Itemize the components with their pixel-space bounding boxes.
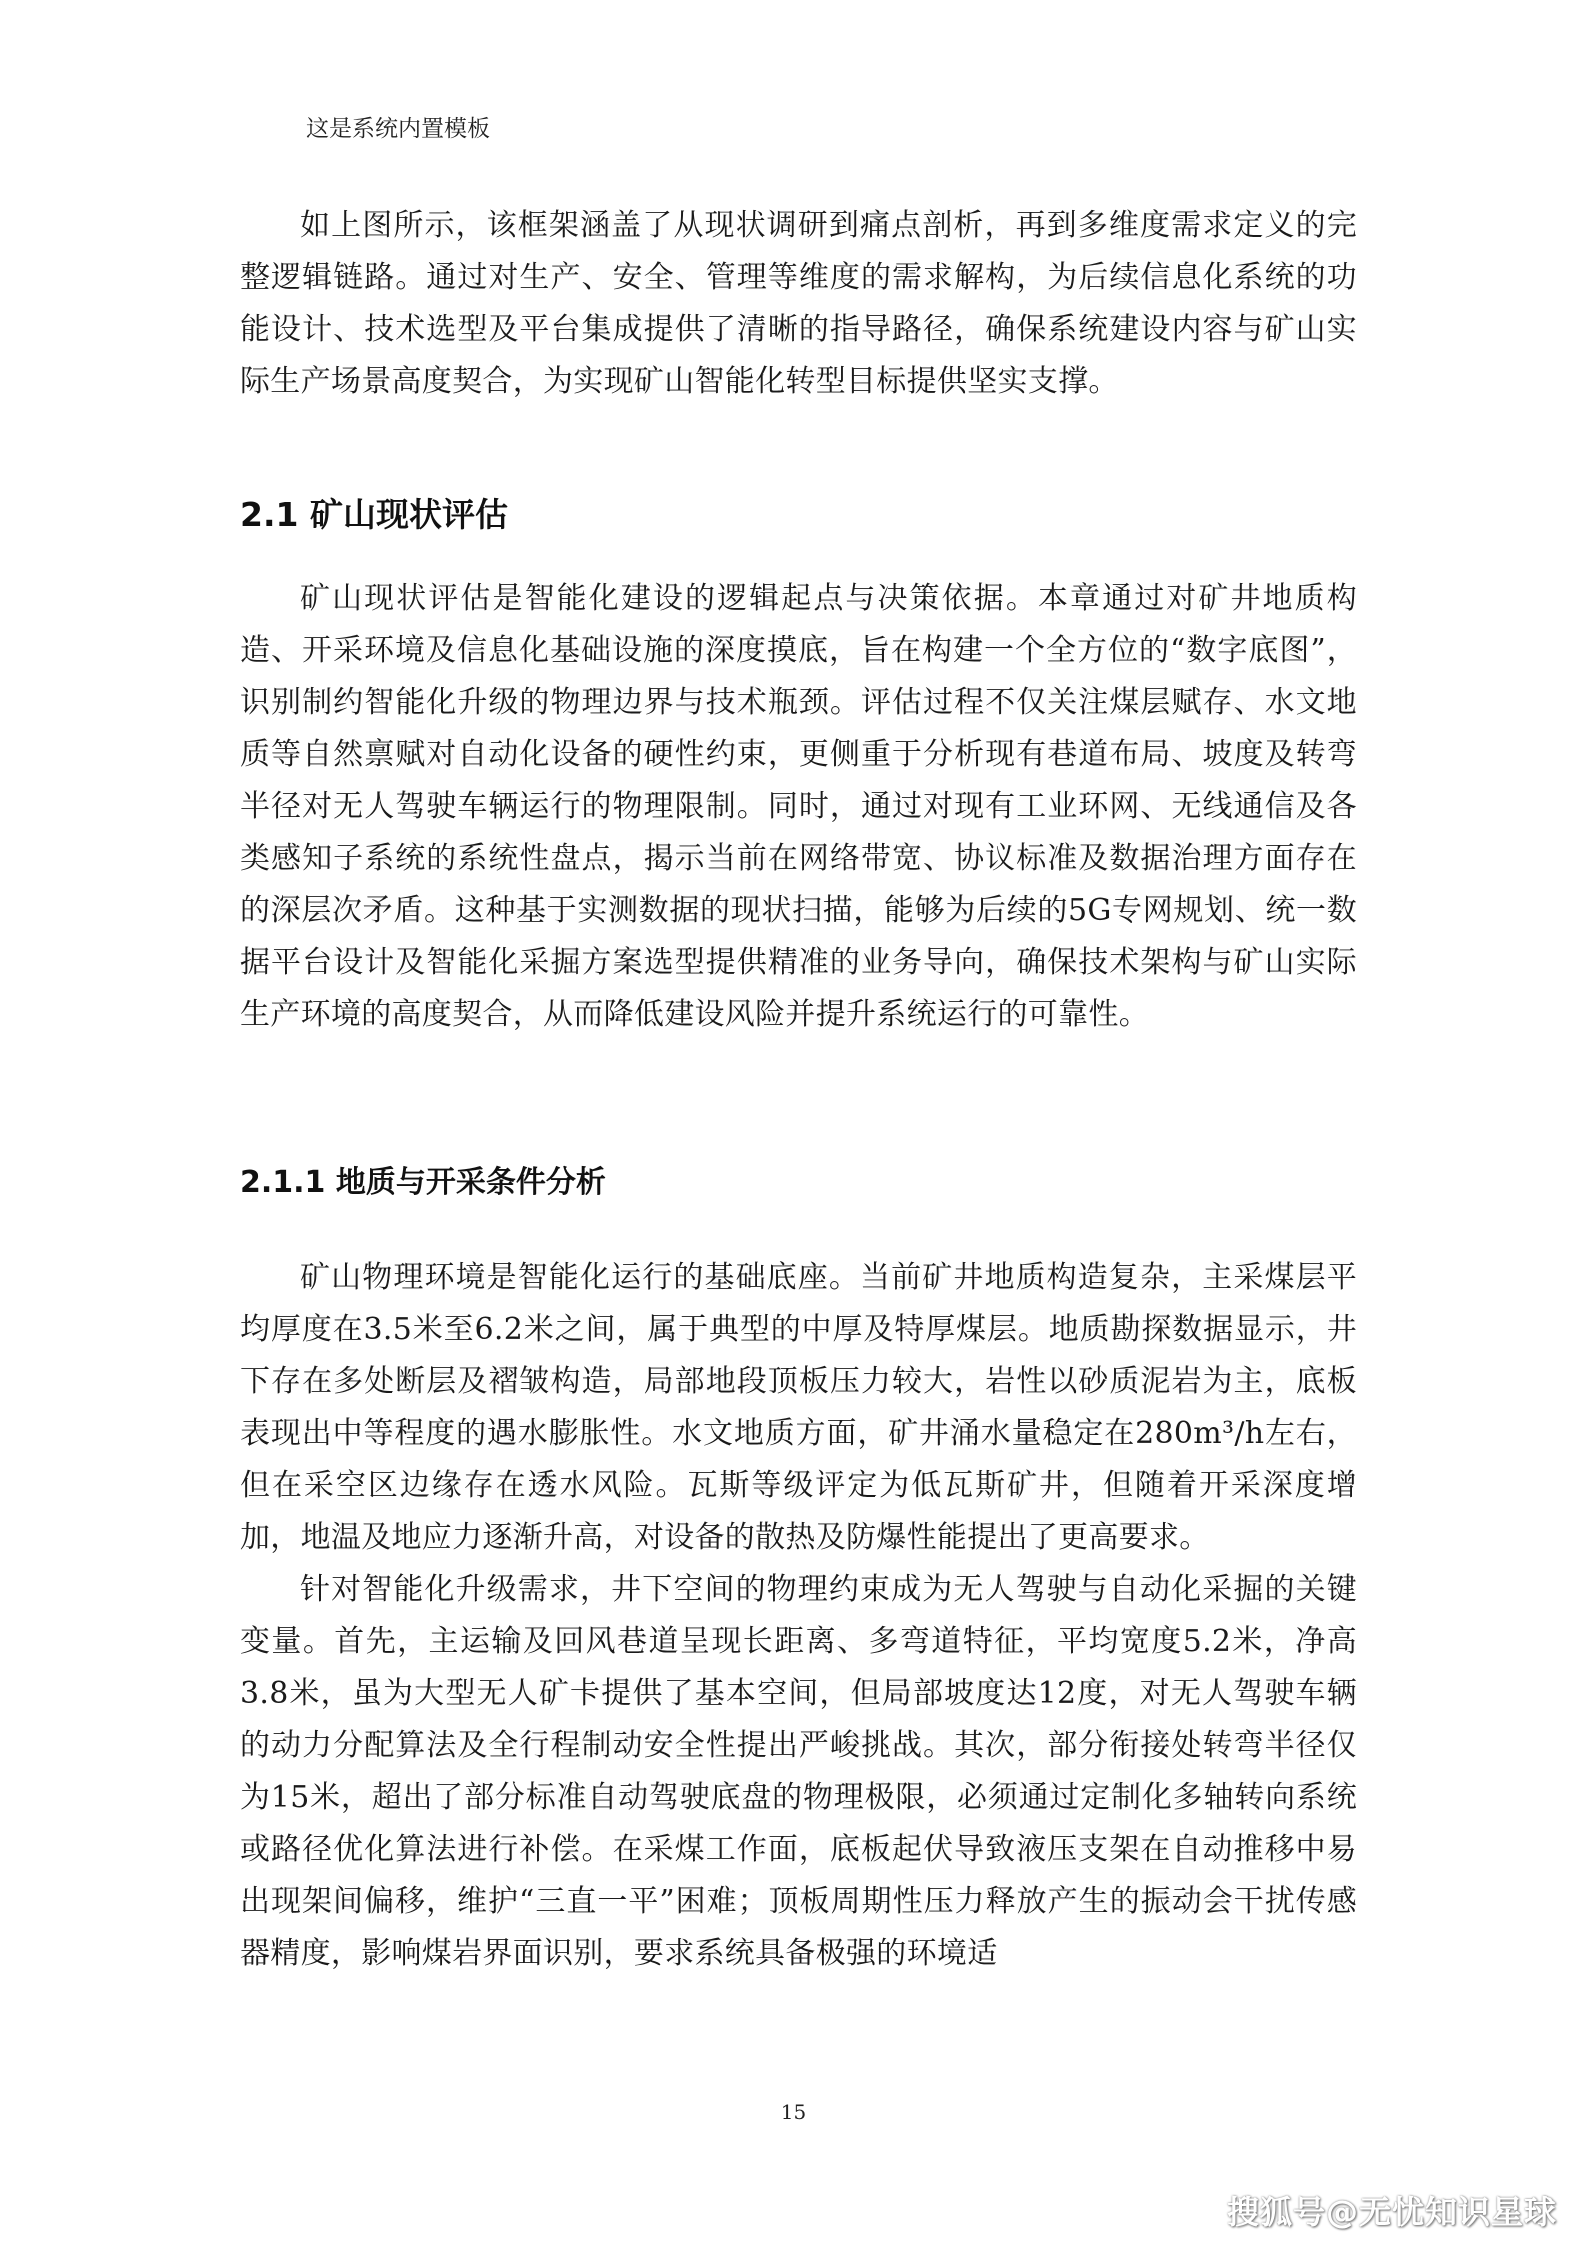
section-heading-2-1-1: 2.1.1 地质与开采条件分析 (240, 1165, 606, 1200)
intro-paragraph: 如上图所示，该框架涵盖了从现状调研到痛点剖析，再到多维度需求定义的完整逻辑链路。通过对生产、安全、管理等维度的需求解构，为后续信息化系统的功能设计、技术选型及平台集成提供了清晰的指导路径，确保系统建设内容与矿山实际生产场景高度契合，为实现矿山智能化转型目标提供坚实支撑。 (240, 208, 1357, 399)
page-header: 这是系统内置模板 (306, 116, 490, 142)
intro-section (240, 200, 1357, 408)
section-2-1-1-paragraph-2: 针对智能化升级需求，井下空间的物理约束成为无人驾驶与自动化采掘的关键变量。首先，主运输及回风巷道呈现长距离、多弯道特征，平均宽度5.2米，净高3.8米，虽为大型无人矿卡提供了基本空间，但局部坡度达12度，对无人驾驶车辆的动力分配算法及全行程制动安全性提出严峻挑战。其次，部分衔接处转弯半径仅为15米，超出了部分标准自动驾驶底盘的物理极限，必须通过定制化多轴转向系统或路径优化算法进行补偿。在采煤工作面，底板起伏导致液压支架在自动推移中易出现架间偏移，维护“三直一平”困难；顶板周期性压力释放产生的振动会干扰传感器精度，影响煤岩界面识别，要求系统具备极强的环境适 (240, 1572, 1357, 1971)
section-heading-2-1: 2.1 矿山现状评估 (240, 495, 508, 534)
page-number: 15 (780, 2100, 807, 2124)
section-2-1-body (240, 573, 1357, 1041)
watermark: 搜狐号@无忧知识星球 (1226, 2193, 1557, 2231)
section-2-1-1-body (240, 1252, 1357, 1980)
section-2-1-1-paragraph-1: 矿山物理环境是智能化运行的基础底座。当前矿井地质构造复杂，主采煤层平均厚度在3.5米至6.2米之间，属于典型的中厚及特厚煤层。地质勘探数据显示，井下存在多处断层及褶皱构造，局部地段顶板压力较大，岩性以砂质泥岩为主，底板表现出中等程度的遇水膨胀性。水文地质方面，矿井涌水量稳定在280m³/h左右，但在采空区边缘存在透水风险。瓦斯等级评定为低瓦斯矿井，但随着开采深度增加，地温及地应力逐渐升高，对设备的散热及防爆性能提出了更高要求。 (240, 1260, 1357, 1555)
section-2-1-paragraph: 矿山现状评估是智能化建设的逻辑起点与决策依据。本章通过对矿井地质构造、开采环境及信息化基础设施的深度摸底，旨在构建一个全方位的“数字底图”，识别制约智能化升级的物理边界与技术瓶颈。评估过程不仅关注煤层赋存、水文地质等自然禀赋对自动化设备的硬性约束，更侧重于分析现有巷道布局、坡度及转弯半径对无人驾驶车辆运行的物理限制。同时，通过对现有工业环网、无线通信及各类感知子系统的系统性盘点，揭示当前在网络带宽、协议标准及数据治理方面存在的深层次矛盾。这种基于实测数据的现状扫描，能够为后续的5G专网规划、统一数据平台设计及智能化采掘方案选型提供精准的业务导向，确保技术架构与矿山实际生产环境的高度契合，从而降低建设风险并提升系统运行的可靠性。 (240, 581, 1357, 1032)
